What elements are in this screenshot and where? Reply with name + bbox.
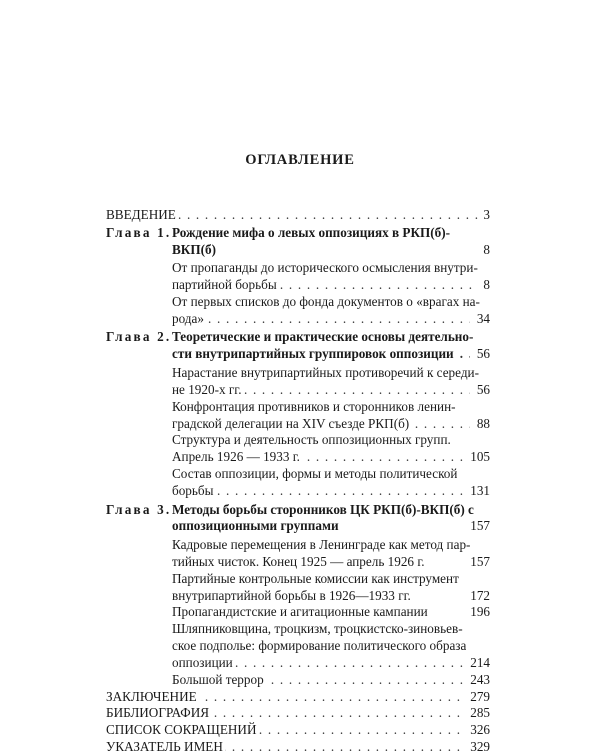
toc-page-number: 243 bbox=[470, 671, 490, 687]
toc-entry-title: УКАЗАТЕЛЬ ИМЕН bbox=[106, 739, 223, 754]
section-line: градской делегации на XIV съезде РКП(б) bbox=[172, 415, 410, 431]
page-title: ОГЛАВЛЕНИЕ bbox=[245, 152, 355, 168]
chapter-title-line: ВКП(б) bbox=[172, 241, 216, 257]
chapter-label: Глава 2. bbox=[106, 329, 172, 345]
chapter-title-line: Теоретические и практические основы деятельно- bbox=[172, 329, 474, 345]
toc-page-number: 157 bbox=[470, 553, 490, 569]
section-line: Апрель 1926 — 1933 г. bbox=[172, 449, 300, 465]
section-line: партийной борьбы bbox=[172, 277, 277, 293]
toc-entry-title: СПИСОК СОКРАЩЕНИЙ bbox=[106, 722, 257, 738]
section-line: Пропагандистские и агитационные кампании bbox=[172, 604, 428, 620]
toc-page-number: 131 bbox=[470, 482, 490, 498]
section-line: Партийные контрольные комиссии как инструмент bbox=[172, 570, 459, 586]
toc-page-number: 56 bbox=[476, 346, 490, 362]
section-line: От пропаганды до исторического осмысления внутри- bbox=[172, 260, 478, 276]
section-line: Большой террор bbox=[172, 671, 264, 687]
chapter-title-line: Рождение мифа о левых оппозициях в РКП(б)- bbox=[172, 224, 451, 240]
toc-page-number: 214 bbox=[470, 654, 490, 670]
section-line: Структура и деятельность оппозиционных групп. bbox=[172, 432, 451, 448]
section-line: рода» bbox=[172, 310, 204, 326]
toc-entry-title: ВВЕДЕНИЕ bbox=[106, 207, 176, 222]
toc-page-number: 88 bbox=[476, 415, 490, 431]
toc-entry-title: БИБЛИОГРАФИЯ bbox=[106, 705, 210, 721]
chapter-title-line: сти внутрипартийных группировок оппозиции bbox=[172, 346, 454, 362]
toc-page-number: 285 bbox=[470, 705, 490, 721]
toc-page-number: 172 bbox=[470, 587, 490, 603]
toc-page-number: 196 bbox=[470, 604, 490, 620]
toc-page-number: 8 bbox=[483, 277, 490, 293]
toc-page-number: 329 bbox=[470, 739, 490, 754]
section-line: Шляпниковщина, троцкизм, троцкистско-зиновьев- bbox=[172, 621, 463, 637]
section-line: Состав оппозиции, формы и методы политической bbox=[172, 465, 458, 481]
toc-page-number: 3 bbox=[483, 207, 490, 222]
section-line: Конфронтация противников и сторонников ленин- bbox=[172, 398, 456, 414]
toc-page-number: 34 bbox=[476, 310, 490, 326]
section-line: борьбы bbox=[172, 482, 214, 498]
toc-page-number: 8 bbox=[483, 241, 490, 257]
toc-page-number: 157 bbox=[470, 518, 490, 534]
section-line: От первых списков до фонда документов о «врагах на- bbox=[172, 293, 480, 309]
chapter-label: Глава 1. bbox=[106, 224, 172, 240]
toc-page-number: 326 bbox=[470, 722, 490, 738]
section-line: Нарастание внутрипартийных противоречий к середи- bbox=[172, 365, 479, 380]
section-line: тийных чисток. Конец 1925 — апрель 1926 г. bbox=[172, 553, 425, 569]
toc-page-number: 105 bbox=[470, 449, 490, 465]
chapter-label: Глава 3. bbox=[106, 501, 172, 517]
section-line: внутрипартийной борьбы в 1926—1933 гг. bbox=[172, 587, 411, 603]
chapter-title-line: Методы борьбы сторонников ЦК РКП(б)-ВКП(б) с bbox=[172, 501, 474, 517]
toc-page-number: 56 bbox=[476, 381, 490, 397]
toc-entry-title: ЗАКЛЮЧЕНИЕ bbox=[106, 688, 197, 704]
section-line: ское подполье: формирование политического образа bbox=[172, 638, 467, 654]
chapter-title-line: оппозиционными группами bbox=[172, 518, 339, 534]
section-line: Кадровые перемещения в Ленинграде как метод пар- bbox=[172, 537, 471, 553]
section-line: оппозиции bbox=[172, 654, 233, 670]
toc-page-number: 279 bbox=[470, 688, 490, 704]
section-line: не 1920-х гг. bbox=[172, 381, 242, 397]
